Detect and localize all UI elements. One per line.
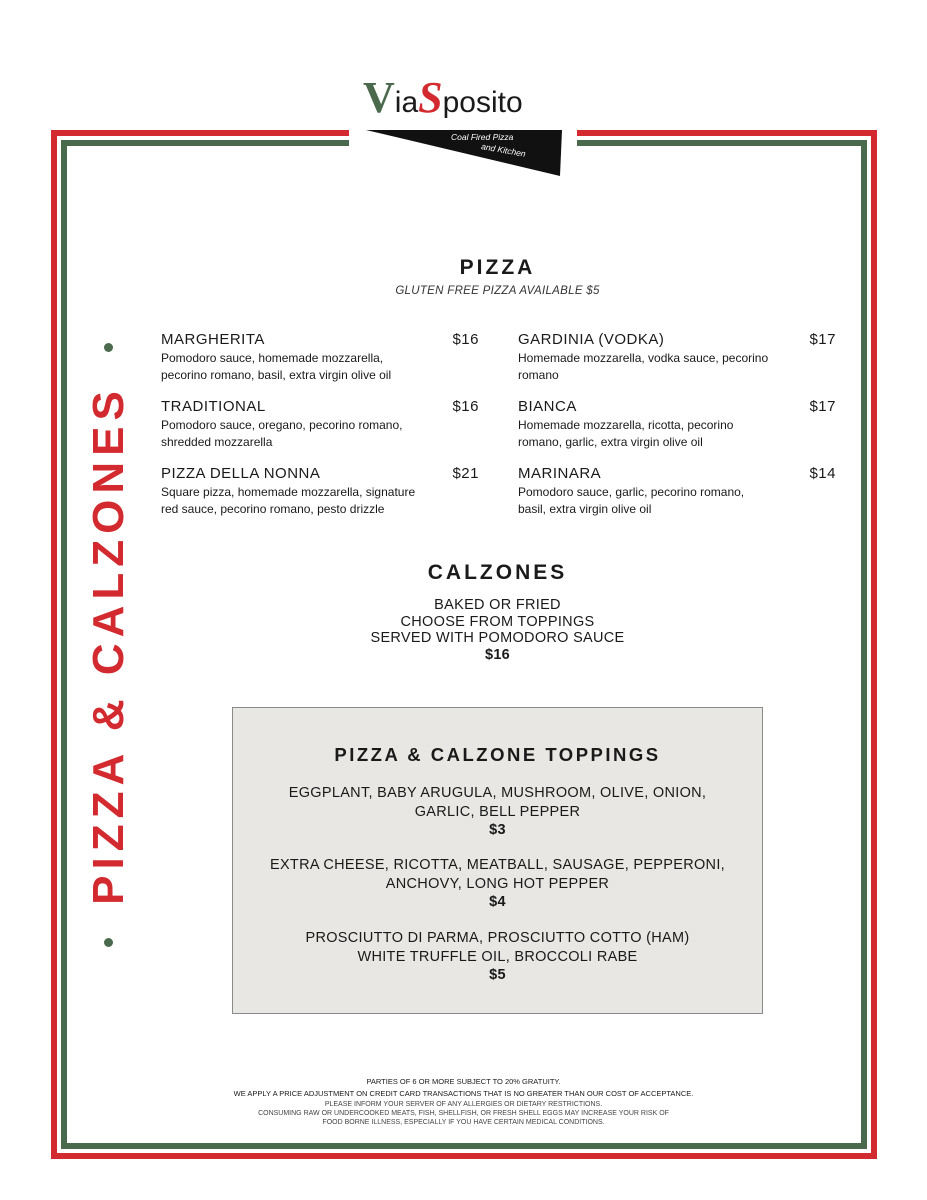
toppings-price: $5 (489, 967, 506, 983)
logo-letter-s: S (418, 73, 443, 122)
item-price: $17 (809, 331, 836, 348)
footer-raw-food-warning-2: FOOD BORNE ILLNESS, ESPECIALLY IF YOU HAVE CERTAIN MEDICAL CONDITIONS. (322, 1119, 605, 1126)
footer-gratuity-note: PARTIES OF 6 OR MORE SUBJECT TO 20% GRATUITY. (366, 1077, 561, 1086)
calzones-line-3: SERVED WITH POMODORO SAUCE (370, 630, 625, 646)
footer-allergy-note: PLEASE INFORM YOUR SERVER OF ANY ALLERGIES OR DIETARY RESTRICTIONS. (324, 1101, 603, 1108)
toppings-box (232, 707, 763, 1014)
banner-dot-bottom (104, 938, 113, 947)
logo-letters-ia: ia (394, 86, 419, 119)
item-price: $16 (452, 331, 479, 348)
calzones-price: $16 (484, 647, 511, 663)
menu-item-pizza-della-nonna (161, 465, 479, 518)
logo-letter-v: V (363, 73, 395, 122)
logo-tagline-line-2: and Kitchen (480, 141, 527, 159)
toppings-group-tier-1: EGGPLANT, BABY ARUGULA, MUSHROOM, OLIVE, ONION, GARLIC, BELL PEPPER $3 (233, 784, 762, 840)
pizza-section-title: PIZZA (459, 256, 536, 279)
footer-raw-food-warning-1: CONSUMING RAW OR UNDERCOOKED MEATS, FISH, SHELLFISH, OR FRESH SHELL EGGS MAY INCREASE YOUR RISK OF (258, 1110, 669, 1117)
toppings-group-tier-2: EXTRA CHEESE, RICOTTA, MEATBALL, SAUSAGE, PEPPERONI, ANCHOVY, LONG HOT PEPPER $4 (233, 856, 762, 912)
menu-item-gardinia (518, 331, 836, 384)
item-description: Pomodoro sauce, homemade mozzarella, pecorino romano, basil, extra virgin olive oil (161, 351, 392, 382)
item-price: $21 (452, 465, 479, 482)
toppings-price: $4 (489, 894, 506, 910)
item-price: $17 (809, 398, 836, 415)
logo-letters-posito: posito (442, 86, 523, 119)
restaurant-logo (363, 72, 563, 182)
item-price: $14 (809, 465, 836, 482)
toppings-group-tier-3: PROSCIUTTO DI PARMA, PROSCIUTTO COTTO (HAM) WHITE TRUFFLE OIL, BROCCOLI RABE $5 (233, 929, 762, 985)
item-description: Homemade mozzarella, vodka sauce, pecorino romano (518, 351, 769, 382)
item-name: MARINARA (518, 465, 602, 482)
item-name: TRADITIONAL (161, 398, 266, 415)
item-name: BIANCA (518, 398, 577, 415)
gluten-free-note: GLUTEN FREE PIZZA AVAILABLE $5 (395, 285, 600, 297)
menu-item-marinara (518, 465, 836, 518)
calzones-line-1: BAKED OR FRIED (434, 597, 561, 613)
calzones-section-title: CALZONES (427, 561, 568, 584)
menu-item-margherita (161, 331, 479, 384)
toppings-title: PIZZA & CALZONE TOPPINGS (334, 744, 661, 765)
item-name: MARGHERITA (161, 331, 265, 348)
item-description: Homemade mozzarella, ricotta, pecorino romano, garlic, extra virgin olive oil (518, 418, 734, 449)
vertical-banner-text: PIZZA & CALZONES (84, 385, 133, 905)
toppings-price: $3 (489, 822, 506, 838)
logo-tagline-line-1: Coal Fired Pizza (451, 132, 514, 142)
calzones-line-2: CHOOSE FROM TOPPINGS (400, 614, 595, 630)
logo-wordmark (363, 72, 523, 129)
menu-item-traditional (161, 398, 479, 451)
item-description: Pomodoro sauce, oregano, pecorino romano, shredded mozzarella (161, 418, 403, 449)
menu-item-bianca (518, 398, 836, 451)
item-description: Square pizza, homemade mozzarella, signature red sauce, pecorino romano, pesto drizzle (161, 485, 416, 516)
item-name: PIZZA DELLA NONNA (161, 465, 321, 482)
footer-credit-card-note: WE APPLY A PRICE ADJUSTMENT ON CREDIT CARD TRANSACTIONS THAT IS NO GREATER THAN OUR COST OF ACCEPTANCE. (233, 1089, 694, 1098)
item-description: Pomodoro sauce, garlic, pecorino romano, basil, extra virgin olive oil (518, 485, 745, 516)
item-price: $16 (452, 398, 479, 415)
item-name: GARDINIA (VODKA) (518, 331, 665, 348)
